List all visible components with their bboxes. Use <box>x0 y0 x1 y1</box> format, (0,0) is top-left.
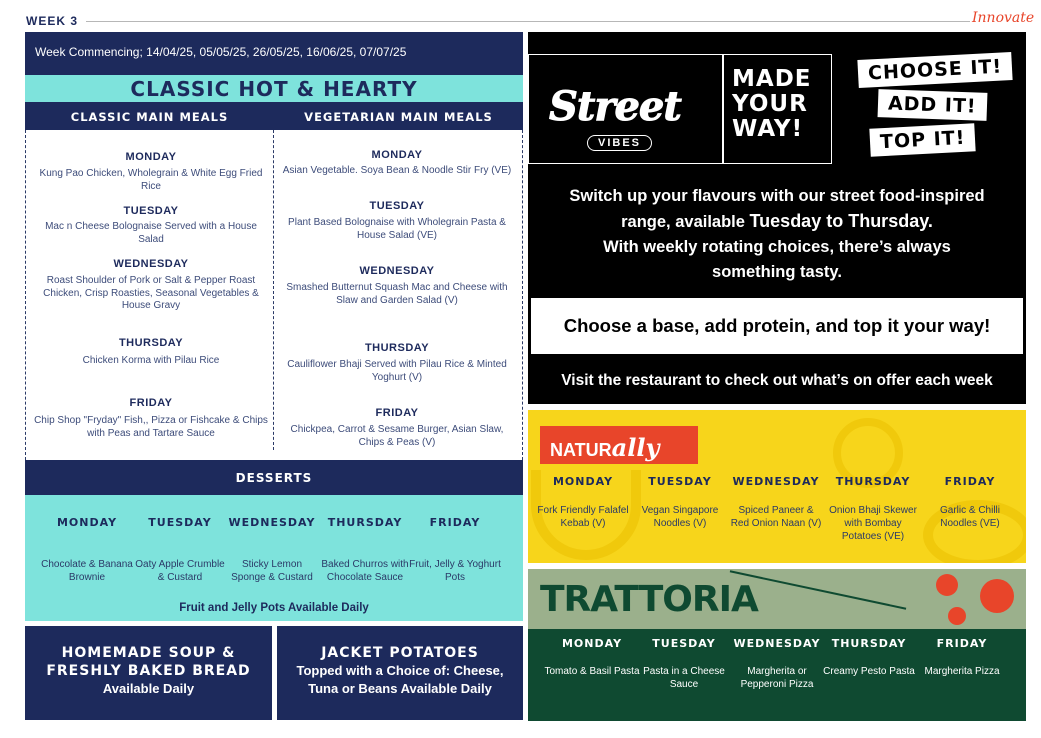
soup-availability: Available Daily <box>102 681 195 696</box>
classic-day-wednesday: WEDNESDAY <box>113 258 189 270</box>
visit-restaurant-text: Visit the restaurant to check out what’s on offer each week <box>561 372 993 389</box>
trattoria-dish-friday: Margherita Pizza <box>924 666 1000 677</box>
street-vibes-logo-subtext: VIBES <box>587 135 652 151</box>
street-vibes-panel <box>528 32 1026 404</box>
made-your-way-line-1: MADE <box>732 66 812 92</box>
classic-column-headers <box>25 102 523 130</box>
tomato-illustration <box>948 607 966 625</box>
desserts-panel <box>25 495 523 621</box>
desserts-title: DESSERTS <box>25 460 523 495</box>
veg-day-friday: FRIDAY <box>375 407 419 419</box>
veg-dish-friday: Chickpea, Carrot & Sesame Burger, Asian Slaw, Chips & Peas (V) <box>290 424 504 448</box>
classic-dish-monday: Kung Pao Chicken, Wholegrain & White Egg Fried Rice <box>39 168 263 192</box>
dessert-day-monday: MONDAY <box>56 516 118 529</box>
classic-title: CLASSIC HOT & HEARTY <box>25 75 523 102</box>
dessert-day-thursday: THURSDAY <box>327 516 403 529</box>
street-copy-line-1: Switch up your flavours with our street food-inspired <box>569 187 985 205</box>
street-vibes-logo-text: Street <box>549 83 681 130</box>
trattoria-panel <box>528 569 1026 721</box>
dessert-day-wednesday: WEDNESDAY <box>228 516 316 529</box>
jacket-potatoes-sub-line-1: Topped with a Choice of: Cheese, <box>296 663 504 678</box>
add-it-tag: ADD IT! <box>878 89 987 121</box>
desserts-note: Fruit and Jelly Pots Available Daily <box>179 602 369 614</box>
classic-day-monday: MONDAY <box>125 151 177 163</box>
trattoria-dish-thursday: Creamy Pesto Pasta <box>823 666 915 677</box>
trattoria-dish-monday: Tomato & Basil Pasta <box>544 666 640 677</box>
veg-dish-monday: Asian Vegetable. Soya Bean & Noodle Stir Fry (VE) <box>282 165 512 176</box>
classic-day-thursday: THURSDAY <box>118 337 184 349</box>
trattoria-banner <box>528 569 1026 629</box>
veg-day-monday: MONDAY <box>371 149 423 161</box>
naturally-panel <box>528 410 1026 563</box>
naturally-logo <box>540 426 698 464</box>
trattoria-day-thursday: THURSDAY <box>831 637 907 650</box>
classic-day-friday: FRIDAY <box>129 397 173 409</box>
dessert-dish-tuesday: Oaty Apple Crumble & Custard <box>135 559 225 583</box>
vegetarian-main-meals-heading: VEGETARIAN MAIN MEALS <box>304 110 493 124</box>
street-vibes-description <box>528 184 1026 285</box>
naturally-logo-part-1: NATUR <box>550 440 612 460</box>
soup-title-line-1: HOMEMADE SOUP & <box>61 645 236 661</box>
naturally-dish-thursday: Onion Bhaji Skewer with Bombay Potatoes (VE) <box>829 505 917 542</box>
tomato-illustration <box>936 574 958 596</box>
dessert-dish-monday: Chocolate & Banana Brownie <box>41 559 133 583</box>
dessert-dish-friday: Fruit, Jelly & Yoghurt Pots <box>409 559 501 583</box>
veg-dish-wednesday: Smashed Butternut Squash Mac and Cheese with Slaw and Garden Salad (V) <box>286 282 508 306</box>
naturally-day-wednesday: WEDNESDAY <box>732 475 820 488</box>
street-copy-line-3: With weekly rotating choices, there’s always <box>603 238 951 256</box>
column-divider <box>273 130 274 450</box>
dessert-dish-wednesday: Sticky Lemon Sponge & Custard <box>231 559 313 583</box>
veg-day-wednesday: WEDNESDAY <box>359 265 435 277</box>
week-label: WEEK 3 <box>26 14 79 28</box>
trattoria-day-tuesday: TUESDAY <box>652 637 716 650</box>
naturally-dish-wednesday: Spiced Paneer & Red Onion Naan (V) <box>730 505 822 529</box>
street-copy-line-4: something tasty. <box>712 263 842 281</box>
street-vibes-logo <box>528 54 723 164</box>
top-it-tag: TOP IT! <box>869 123 976 156</box>
veg-dish-tuesday: Plant Based Bolognaise with Wholegrain Pasta & House Salad (VE) <box>288 217 506 241</box>
classic-day-tuesday: TUESDAY <box>123 205 179 217</box>
naturally-day-friday: FRIDAY <box>944 475 996 488</box>
naturally-day-monday: MONDAY <box>552 475 614 488</box>
trattoria-day-friday: FRIDAY <box>936 637 988 650</box>
veg-day-thursday: THURSDAY <box>364 342 430 354</box>
trattoria-logo: TRATTORIA <box>540 579 758 620</box>
tomato-illustration <box>980 579 1014 613</box>
jacket-potatoes-title: JACKET POTATOES <box>321 645 479 661</box>
naturally-dish-friday: Garlic & Chilli Noodles (VE) <box>939 505 1000 529</box>
naturally-day-tuesday: TUESDAY <box>648 475 712 488</box>
header-rule <box>86 21 970 22</box>
trattoria-dish-wednesday: Margherita or Pepperoni Pizza <box>740 666 814 690</box>
classic-dish-thursday: Chicken Korma with Pilau Rice <box>82 355 220 366</box>
street-copy-line-2: range, available <box>621 213 750 231</box>
choose-it-tag: CHOOSE IT! <box>857 52 1012 88</box>
main-meals-panel <box>25 130 523 460</box>
jacket-potatoes-sub-line-2: Tuna or Beans Available Daily <box>308 681 492 696</box>
veg-dish-thursday: Cauliflower Bhaji Served with Pilau Rice & Minted Yoghurt (V) <box>287 359 507 383</box>
trattoria-day-wednesday: WEDNESDAY <box>733 637 821 650</box>
soup-title-line-2: FRESHLY BAKED BREAD <box>46 663 251 679</box>
choose-base-banner: Choose a base, add protein, and top it your way! <box>531 298 1023 354</box>
classic-dish-tuesday: Mac n Cheese Bolognaise Served with a House Salad <box>45 221 257 245</box>
week-commencing: Week Commencing; 14/04/25, 05/05/25, 26/05/25, 16/06/25, 07/07/25 <box>25 32 523 75</box>
dessert-dish-thursday: Baked Churros with Chocolate Sauce <box>321 559 409 583</box>
jacket-potatoes-panel <box>277 626 523 720</box>
soup-panel <box>25 626 272 720</box>
naturally-dish-monday: Fork Friendly Falafel Kebab (V) <box>537 505 629 529</box>
made-your-way <box>723 54 832 164</box>
trattoria-day-monday: MONDAY <box>561 637 623 650</box>
classic-dish-friday: Chip Shop "Fryday" Fish,, Pizza or Fishcake & Chips with Peas and Tartare Sauce <box>34 415 268 439</box>
classic-dish-wednesday: Roast Shoulder of Pork or Salt & Pepper Roast Chicken, Crisp Roasties, Seasonal Vegetables & House Gravy <box>43 275 259 311</box>
veg-day-tuesday: TUESDAY <box>369 200 425 212</box>
naturally-day-thursday: THURSDAY <box>835 475 911 488</box>
trattoria-dish-tuesday: Pasta in a Cheese Sauce <box>643 666 725 690</box>
naturally-logo-part-2: ally <box>611 433 660 462</box>
dessert-day-friday: FRIDAY <box>429 516 481 529</box>
dessert-day-tuesday: TUESDAY <box>148 516 212 529</box>
naturally-dish-tuesday: Vegan Singapore Noodles (V) <box>641 505 719 529</box>
made-your-way-line-3: WAY! <box>732 116 804 142</box>
brand-logo: Innovate <box>972 10 1035 26</box>
made-your-way-line-2: YOUR <box>732 91 808 117</box>
classic-main-meals-heading: CLASSIC MAIN MEALS <box>70 110 229 124</box>
street-copy-days: Tuesday to Thursday. <box>749 211 933 231</box>
